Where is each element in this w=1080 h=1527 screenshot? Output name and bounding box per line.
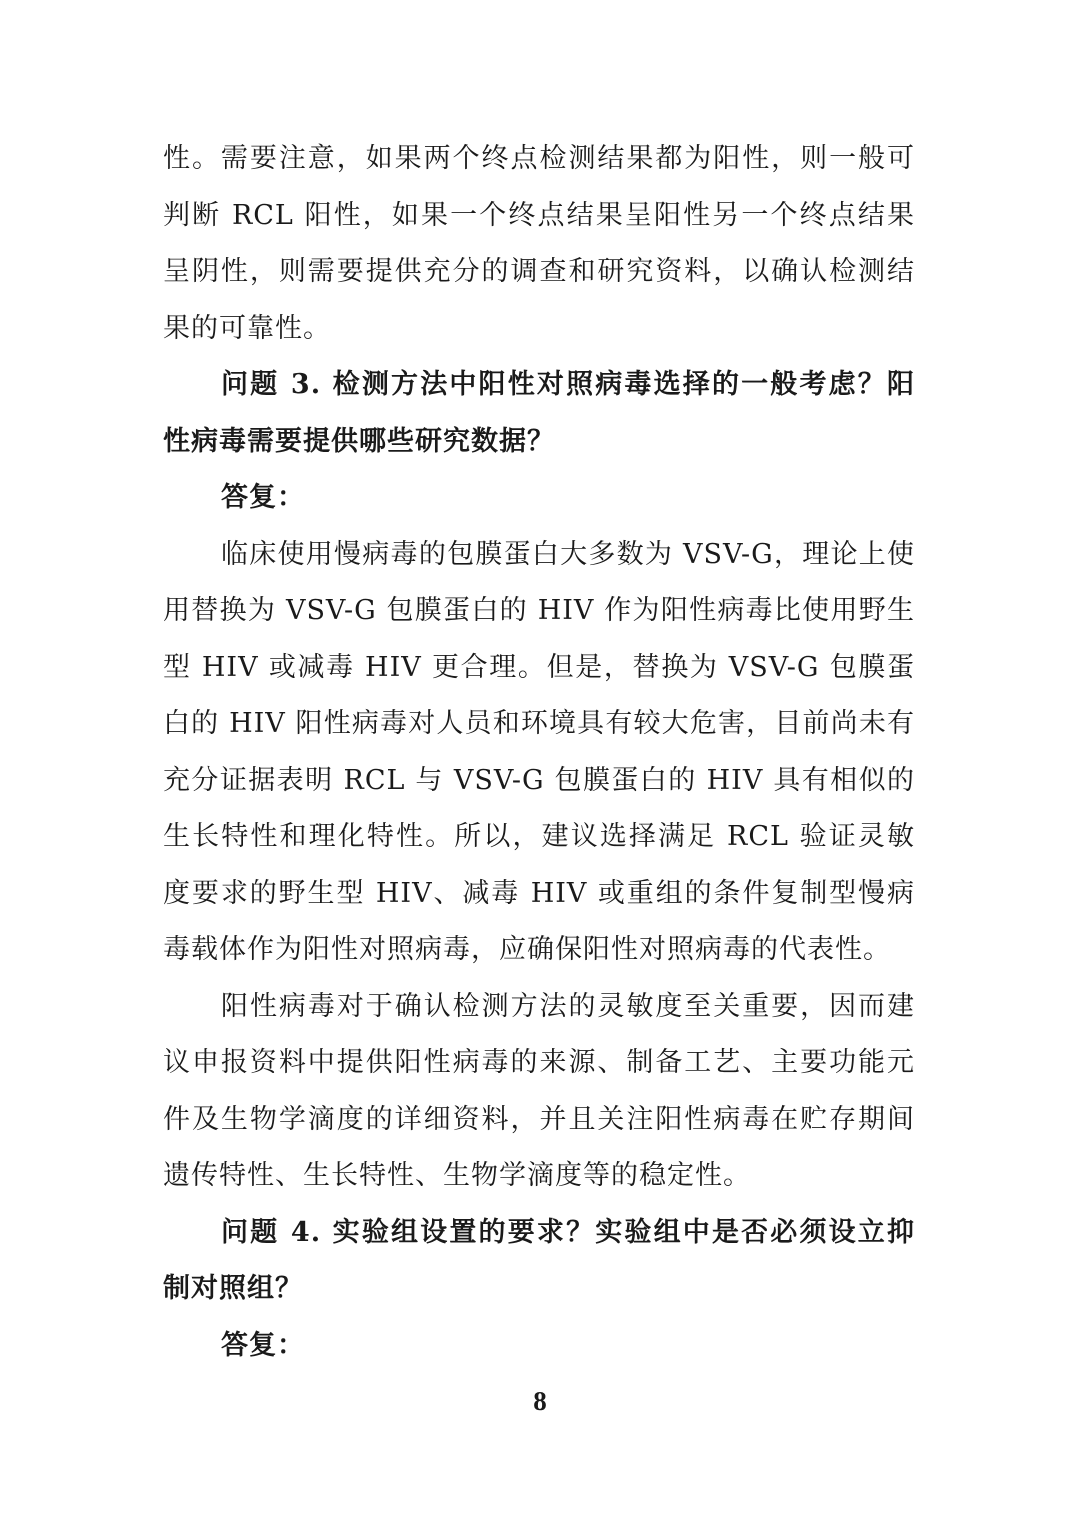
answer-label: 答复： — [221, 1329, 305, 1361]
answer-3-paragraph-1: 临床使用慢病毒的包膜蛋白大多数为 VSV-G，理论上使用替换为 VSV-G 包膜蛋白的 HIV 作为阳性病毒比使用野生型 HIV 或减毒 HIV 更合理。但是，替换为 VSV-G 包膜蛋白的 HIV 阳性病毒对人员和环境具有较大危害，目前尚未有充分证据表明 RCL 与 VSV-G 包膜蛋白的 HIV 具有相似的生长特性和理化特性。所以，建议选择满足 RCL 验证灵敏度要求的野生型 HIV、减毒 HIV 或重组的条件复制型慢病毒载体作为阳性对照病毒，应确保阳性对照病毒的代表性。 — [163, 538, 915, 965]
paragraph-continuation: 性。需要注意，如果两个终点检测结果都为阳性，则一般可判断 RCL 阳性，如果一个终点结果呈阳性另一个终点结果呈阴性，则需要提供充分的调查和研究资料，以确认检测结果的可靠性。 — [163, 143, 915, 344]
page-number: 8 — [533, 1386, 547, 1416]
body-text — [163, 131, 915, 1374]
question-3-heading: 问题 3. 检测方法中阳性对照病毒选择的一般考虑？阳性病毒需要提供哪些研究数据？ — [163, 369, 915, 457]
answer-3-paragraph-2: 阳性病毒对于确认检测方法的灵敏度至关重要，因而建议申报资料中提供阳性病毒的来源、制备工艺、主要功能元件及生物学滴度的详细资料，并且关注阳性病毒在贮存期间遗传特性、生长特性、生物学滴度等的稳定性。 — [163, 990, 915, 1191]
question-4-heading: 问题 4. 实验组设置的要求？实验组中是否必须设立抑制对照组？ — [163, 1216, 915, 1304]
answer-label: 答复： — [221, 482, 305, 513]
